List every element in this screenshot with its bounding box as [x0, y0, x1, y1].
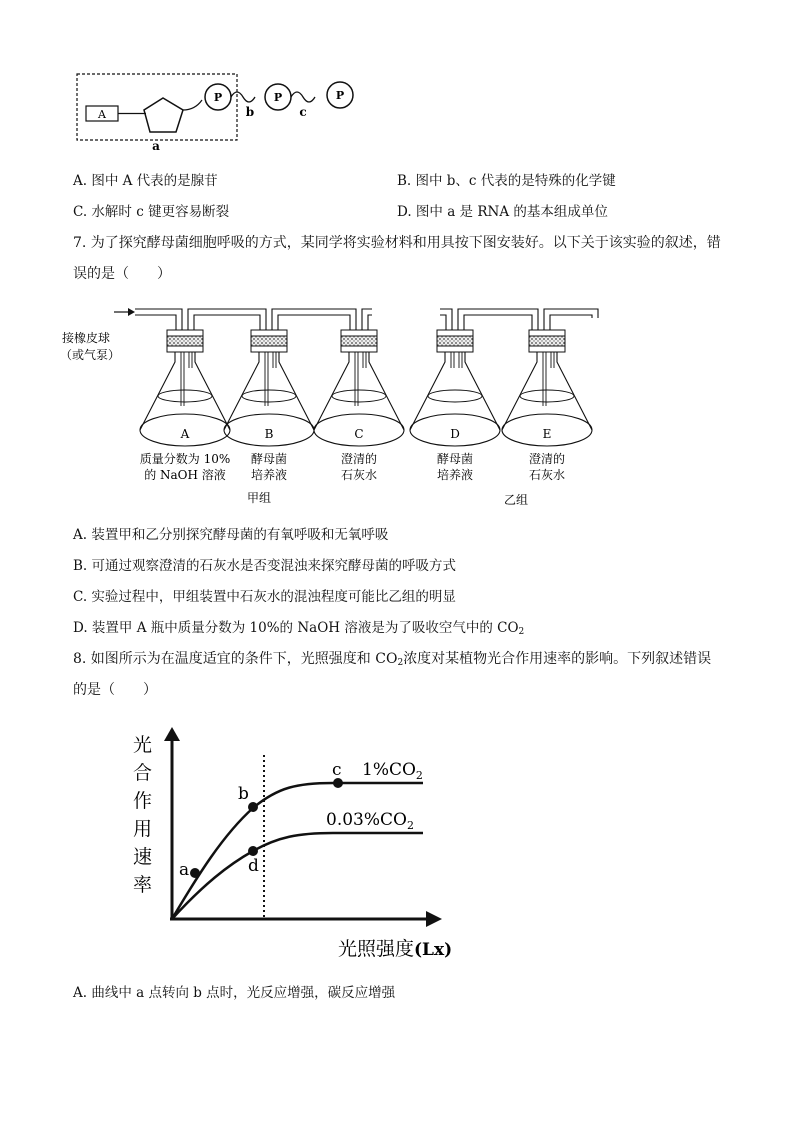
point-label-d: d	[248, 856, 259, 876]
tube	[362, 309, 372, 330]
tube	[135, 309, 182, 330]
flask-desc-a-2: 的 NaOH 溶液	[144, 468, 226, 482]
inner-tube	[363, 352, 366, 368]
flask-label-d: D	[450, 427, 460, 441]
point-label-b: b	[238, 784, 249, 804]
yeast-apparatus-figure	[60, 298, 620, 510]
tube	[135, 315, 176, 330]
subscript: 2	[518, 627, 525, 637]
box-label: A	[98, 108, 106, 121]
tube	[544, 309, 598, 330]
inner-tube	[181, 352, 184, 406]
inner-tube	[451, 352, 454, 368]
tube	[278, 315, 350, 330]
q7-option-b: B. 可通过观察澄清的石灰水是否变混浊来探究酵母菌的呼吸方式	[73, 558, 457, 574]
y-axis-arrow-icon	[164, 727, 180, 741]
flask-desc-b-1: 酵母菌	[250, 452, 288, 466]
photosynthesis-chart	[128, 725, 468, 965]
x-axis-arrow-icon	[426, 911, 442, 927]
series-label-text: 0.03%CO	[326, 810, 407, 830]
group-jia-label: 甲组	[246, 491, 272, 505]
inner-tube	[189, 352, 192, 368]
pump-label-1: 接橡皮球	[62, 331, 111, 345]
flask-desc-d-1: 酵母菌	[436, 452, 474, 466]
flask-desc-b-2: 培养液	[250, 468, 288, 482]
inner-tube	[543, 352, 546, 406]
tube	[464, 315, 532, 330]
flask-desc-c-2: 石灰水	[340, 468, 378, 482]
flask-label-b: B	[264, 427, 274, 441]
phosphate-label: P	[213, 91, 223, 104]
flask-e	[502, 330, 592, 482]
flask-label-c: C	[354, 427, 364, 441]
series-label-sub: 2	[406, 819, 414, 832]
flask-a	[140, 330, 231, 482]
x-axis-label: 光照强度	[338, 938, 415, 960]
q7-option-a: A. 装置甲和乙分别探究酵母菌的有氧呼吸和无氧呼吸	[73, 527, 389, 543]
inner-tube	[355, 352, 358, 406]
group-yi-label: 乙组	[503, 493, 529, 507]
bond-line	[183, 100, 202, 110]
series-label-1pct	[362, 760, 423, 782]
q8-stem-line2: 的是（ ）	[73, 682, 157, 698]
flask-desc-c-1: 澄清的	[340, 452, 378, 466]
arrow-head-icon	[128, 308, 135, 316]
curve-1pct-co2	[172, 783, 423, 919]
point-label-a: a	[179, 860, 190, 880]
high-energy-bond-c	[291, 92, 315, 102]
flask-label-e: E	[542, 427, 552, 441]
inner-tube	[273, 352, 276, 368]
inner-tube	[459, 352, 462, 368]
q6-option-b: B. 图中 b、c 代表的是特殊的化学键	[397, 173, 616, 189]
point-b	[248, 802, 258, 812]
tube	[368, 315, 372, 330]
y-char: 作	[133, 790, 153, 812]
q7-option-c: C. 实验过程中，甲组装置中石灰水的混浊程度可能比乙组的明显	[73, 589, 456, 605]
curve-003pct-co2	[172, 833, 423, 919]
label-a: a	[152, 139, 160, 153]
dashed-box	[77, 74, 237, 140]
x-axis-unit: (Lx)	[414, 940, 453, 960]
subscript: 2	[397, 658, 404, 668]
q7-stem-line2: 误的是（ ）	[73, 266, 171, 282]
q6-option-c: C. 水解时 c 键更容易断裂	[73, 204, 230, 220]
q7-option-d-text: D. 装置甲 A 瓶中质量分数为 10%的 NaOH 溶液是为了吸收空气中的 CO	[73, 620, 519, 636]
inner-tube	[265, 352, 268, 406]
phosphate-label: P	[273, 91, 283, 104]
tube	[440, 315, 446, 330]
flask-desc-a-1: 质量分数为 10%	[139, 452, 231, 466]
flask-desc-e-2: 石灰水	[528, 468, 566, 482]
tube	[194, 315, 260, 330]
y-char: 速	[133, 846, 153, 868]
y-char: 率	[133, 874, 153, 896]
series-label-sub: 2	[415, 769, 423, 782]
flask-label-a: A	[180, 427, 190, 441]
point-a	[190, 868, 200, 878]
tube	[272, 309, 356, 330]
inner-tube	[551, 352, 554, 368]
q8-option-a: A. 曲线中 a 点转向 b 点时，光反应增强，碳反应增强	[73, 985, 396, 1001]
atp-structure-figure	[70, 70, 370, 155]
flask-d	[410, 330, 500, 482]
point-d	[248, 846, 258, 856]
y-axis-label	[133, 734, 152, 896]
tube	[458, 309, 538, 330]
label-b: b	[245, 105, 255, 119]
q8-stem-text-2: 浓度对某植物光合作用速率的影响。下列叙述错误	[403, 651, 712, 667]
label-c: c	[299, 105, 307, 119]
y-char: 用	[133, 818, 153, 840]
pump-label-2: （或气泵）	[60, 348, 121, 362]
flask-b	[224, 330, 314, 482]
q7-stem-line1: 7. 为了探究酵母菌细胞呼吸的方式，某同学将实验材料和用具按下图安装好。以下关于该实验的叙述，错	[73, 235, 721, 251]
q8-stem-text-1: 8. 如图所示为在温度适宜的条件下，光照强度和 CO	[73, 651, 398, 667]
q7-option-d	[73, 618, 524, 642]
phosphate-label: P	[335, 89, 345, 102]
point-label-c: c	[332, 760, 342, 780]
q6-option-a: A. 图中 A 代表的是腺苷	[73, 173, 218, 189]
flask-desc-d-2: 培养液	[436, 468, 474, 482]
flask-desc-e-1: 澄清的	[528, 452, 566, 466]
q6-option-d: D. 图中 a 是 RNA 的基本组成单位	[397, 204, 608, 220]
ribose-pentagon	[144, 98, 183, 132]
y-char: 光	[133, 734, 153, 756]
series-label-003pct	[326, 810, 414, 832]
tube	[188, 309, 266, 330]
series-label-text: 1%CO	[362, 760, 416, 780]
flask-c	[314, 330, 404, 482]
q8-stem-line1	[73, 649, 711, 673]
high-energy-bond-b	[231, 92, 255, 102]
tube	[550, 315, 592, 330]
y-char: 合	[133, 762, 153, 784]
